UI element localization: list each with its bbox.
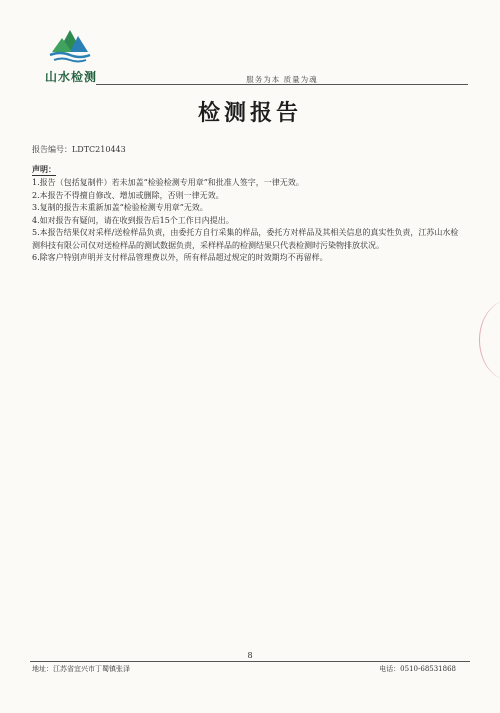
declaration-item: 3.复制的报告未重新加盖“检验检测专用章”无效。 <box>32 203 208 212</box>
seal-stamp-edge <box>479 300 500 380</box>
footer-address: 地址：江苏省宜兴市丁蜀镇张泽 <box>32 665 130 673</box>
declaration-item: 5.本报告结果仅对采样/送检样品负责，由委托方自行采集的样品，委托方对样品及其相关信息的真实性负责，江苏山水检测科技有限公司仅对送检样品的测试数据负责，采样样品的检测结果只代表检测时污染物排放状况。 <box>32 228 459 250</box>
footer-phone: 电话：0510-68531868 <box>379 665 456 673</box>
declaration-item: 6.除客户特别声明并支付样品管理费以外，所有样品超过规定的时效期均不再留样。 <box>32 253 328 262</box>
header-divider <box>96 84 468 85</box>
declaration-item: 1.报告（包括复制件）若未加盖“检验检测专用章”和批准人签字，一律无效。 <box>32 178 304 187</box>
logo-text: 山水检测 <box>44 70 97 84</box>
declaration-heading: 声明： <box>32 164 56 174</box>
declaration-section <box>32 164 464 265</box>
declaration-item: 2.本报告不得擅自修改、增加或删除，否则一律无效。 <box>32 190 224 200</box>
footer-divider <box>30 661 470 662</box>
report-number: 报告编号：LDTC210443 <box>32 145 126 154</box>
page-number: 8 <box>247 651 253 660</box>
mountain-water-logo-icon <box>48 28 92 66</box>
declaration-item: 4.如对报告有疑问，请在收到报告后15个工作日内提出。 <box>32 215 234 225</box>
page-title: 检测报告 <box>197 101 302 126</box>
header-slogan: 服务为本 质量为魂 <box>246 75 318 84</box>
